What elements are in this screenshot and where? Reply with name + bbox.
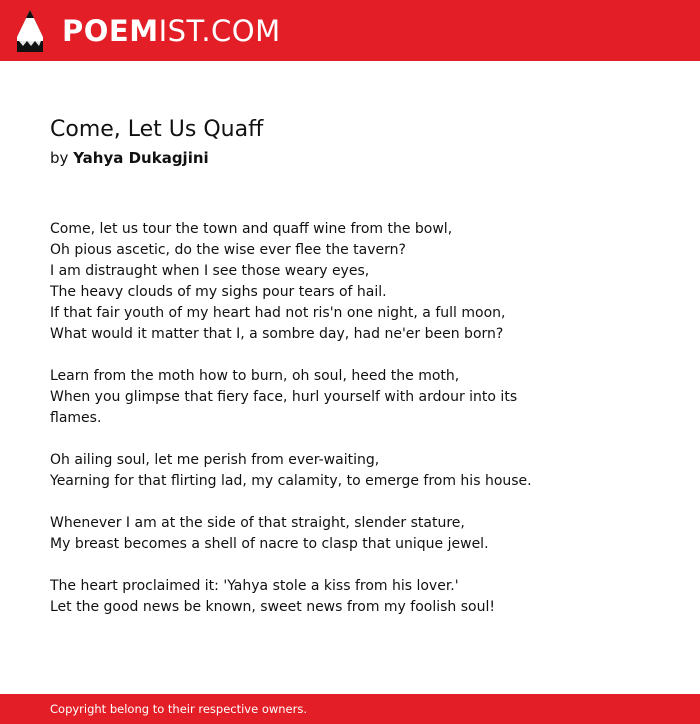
site-footer bbox=[0, 694, 700, 724]
logo-bold-text: POEM bbox=[62, 14, 159, 48]
poem-line: Yearning for that flirting lad, my calamity, to emerge from his house. bbox=[50, 473, 532, 489]
pencil-logo-icon[interactable] bbox=[17, 10, 43, 52]
poem-line: When you glimpse that fiery face, hurl yourself with ardour into its bbox=[50, 389, 518, 405]
site-logo[interactable] bbox=[62, 11, 281, 51]
poem-line: The heavy clouds of my sighs pour tears of hail. bbox=[50, 284, 387, 300]
copyright-notice: Copyright belong to their respective owners. bbox=[50, 702, 308, 716]
by-label: by bbox=[50, 149, 69, 167]
poem-line: The heart proclaimed it: 'Yahya stole a kiss from his lover.' bbox=[50, 578, 459, 594]
poem-line: Oh pious ascetic, do the wise ever flee the tavern? bbox=[50, 242, 406, 258]
stanza bbox=[50, 513, 530, 555]
poem-line: I am distraught when I see those weary eyes, bbox=[50, 263, 370, 279]
poem-line: My breast becomes a shell of nacre to clasp that unique jewel. bbox=[50, 536, 489, 552]
poem-line: If that fair youth of my heart had not ris'n one night, a full moon, bbox=[50, 305, 506, 321]
poem-line: Oh ailing soul, let me perish from ever-waiting, bbox=[50, 452, 380, 468]
author-name: Yahya Dukagjini bbox=[73, 149, 209, 167]
logo-light-text: IST.COM bbox=[158, 14, 281, 48]
poem-line: flames. bbox=[50, 410, 102, 426]
poem-line: Come, let us tour the town and quaff wine from the bowl, bbox=[50, 221, 453, 237]
poem-line: Learn from the moth how to burn, oh soul, heed the moth, bbox=[50, 368, 460, 384]
byline bbox=[50, 149, 209, 167]
stanza bbox=[50, 366, 530, 429]
stanza bbox=[50, 576, 530, 618]
poem-body bbox=[50, 219, 530, 639]
stanza bbox=[50, 219, 530, 345]
poem-line: What would it matter that I, a sombre day, had ne'er been born? bbox=[50, 326, 504, 342]
poem-title: Come, Let Us Quaff bbox=[50, 117, 264, 142]
poem-line: Whenever I am at the side of that straight, slender stature, bbox=[50, 515, 465, 531]
stanza bbox=[50, 450, 530, 492]
site-header bbox=[0, 0, 700, 61]
poem-line: Let the good news be known, sweet news from my foolish soul! bbox=[50, 599, 495, 615]
